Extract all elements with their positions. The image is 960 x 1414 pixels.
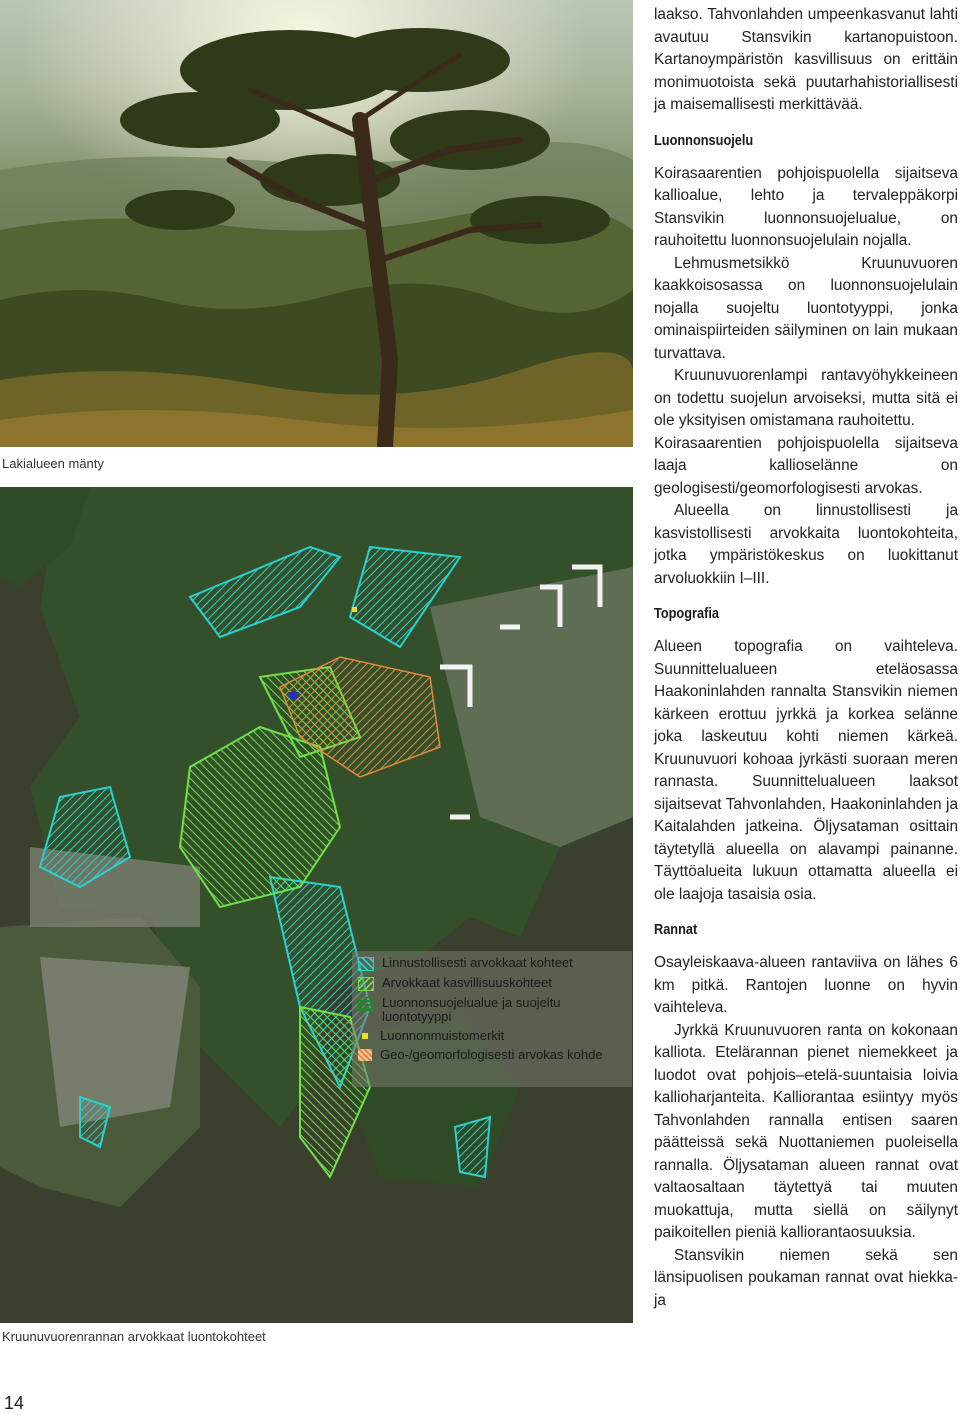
pine-photo — [0, 0, 633, 447]
paragraph: Jyrkkä Kruunuvuoren ranta on kokonaan kalliota. Etelärannan pienet niemekkeet ja luodot ovat pohjois–etelä-suuntaisia loivia kallioharjanteita. Kalliorantaa esiintyy myös Tahvonlahden rannalla entisen saaren päätteissä sekä Nuottaniemen puoleisella rannalla. Öljysataman alueen rannat ovat valtaosaltaan täytettyä tai muuten muokattuja, mutta siellä on säilynyt paikoitellen pieniä kalliorantaosuuksia. — [654, 1021, 958, 1241]
map-caption: Kruunuvuorenrannan arvokkaat luontokohteet — [2, 1329, 266, 1344]
paragraph: Kruunuvuorenlampi rantavyöhykkeineen on todettu suojelun arvoiseksi, mutta sitä ei ole yksityisen omistamana rauhoitettu. — [654, 367, 958, 429]
nature-map — [0, 487, 633, 1323]
paragraph: Koirasaarentien pohjoispuolella sijaitseva laaja kallioselänne on geologisesti/geomorfologisesti arvokas. — [654, 434, 958, 497]
paragraph: Lehmusmetsikkö Kruunuvuoren kaakkoisosassa on luonnonsuojelulain nojalla suojeltu luontotyyppi, jonka ominaispiirteiden säilyminen on lain mukaan turvattava. — [654, 254, 958, 362]
intro-paragraph: laakso. Tahvonlahden umpeenkasvanut lahti avautuu Stansvikin kartanopuistoon. Kartanoympäristön kasvillisuus on erittäin monimuotoista sekä puutarhahistoriallisesti ja maisemallisesti merkittävää. — [654, 6, 958, 113]
paragraph: Stansvikin niemen sekä sen länsipuolisen poukaman rannat ovat hiekka- ja — [654, 1246, 958, 1309]
map-legend — [352, 951, 632, 1087]
legend-item-birds: Linnustollisesti arvokkaat kohteet — [358, 956, 626, 971]
legend-item-monuments: Luonnonmuistomerkit — [358, 1029, 626, 1043]
legend-item-geo: Geo-/geomorfologisesti arvokas kohde — [358, 1048, 626, 1062]
green-hatch-swatch-icon — [358, 977, 374, 991]
yellow-marker-icon — [362, 1033, 368, 1039]
text-column — [654, 4, 958, 1312]
photo-caption: Lakialueen mänty — [2, 456, 104, 471]
heading-luonnonsuojelu: Luonnonsuojelu — [654, 132, 754, 149]
orange-hatch-swatch-icon — [358, 1049, 372, 1061]
map-illustration — [0, 487, 633, 1323]
legend-item-vegetation: Arvokkaat kasvillisuuskohteet — [358, 976, 626, 991]
heading-rannat: Rannat — [654, 922, 698, 938]
heading-topografia: Topografia — [654, 606, 719, 622]
paragraph: Osayleiskaava-alueen rantaviiva on lähes 6 km pitkä. Rantojen luonne on hyvin vaihteleva. — [654, 954, 958, 1016]
paragraph: Alueen topografia on vaihteleva. Suunnittelualueen eteläosassa Haakoninlahden rannalta Stansvikin niemen kärkeen erottuu jyrkkä ja korkea selänne joka laskeutuu kohti niemen kärkeä. Kruunuvuori kohoaa jyrkästi suoraan meren rannasta. Suunnittelualueen laaksot sijaitsevat Tahvonlahden, Haakoninlahden ja Kaitalahden jatkeina. Öljysataman osittain täytetyllä alueella on alavampi painanne. Täyttöalueita lukuun ottamatta alueella ei ole laajoja tasaisia osia. — [654, 638, 958, 903]
pine-photo-illustration — [0, 0, 633, 447]
paragraph: Alueella on linnustollisesti ja kasvistollisesti arvokkaita luontokohteita, jotka ympäristökeskus on luokittanut arvoluokkiin I–III. — [654, 502, 958, 587]
dark-green-swatch-icon — [358, 997, 374, 1011]
legend-item-protected: Luonnonsuojelualue ja suojeltu luontotyyppi — [358, 996, 626, 1024]
cyan-hatch-swatch-icon — [358, 957, 374, 971]
paragraph: Koirasaarentien pohjoispuolella sijaitseva kallioalue, lehto ja tervaleppäkorpi Stansvikin luonnonsuojelualue, on rauhoitettu luonnonsuojelulain nojalla. — [654, 164, 958, 249]
page-number: 14 — [4, 1393, 25, 1413]
